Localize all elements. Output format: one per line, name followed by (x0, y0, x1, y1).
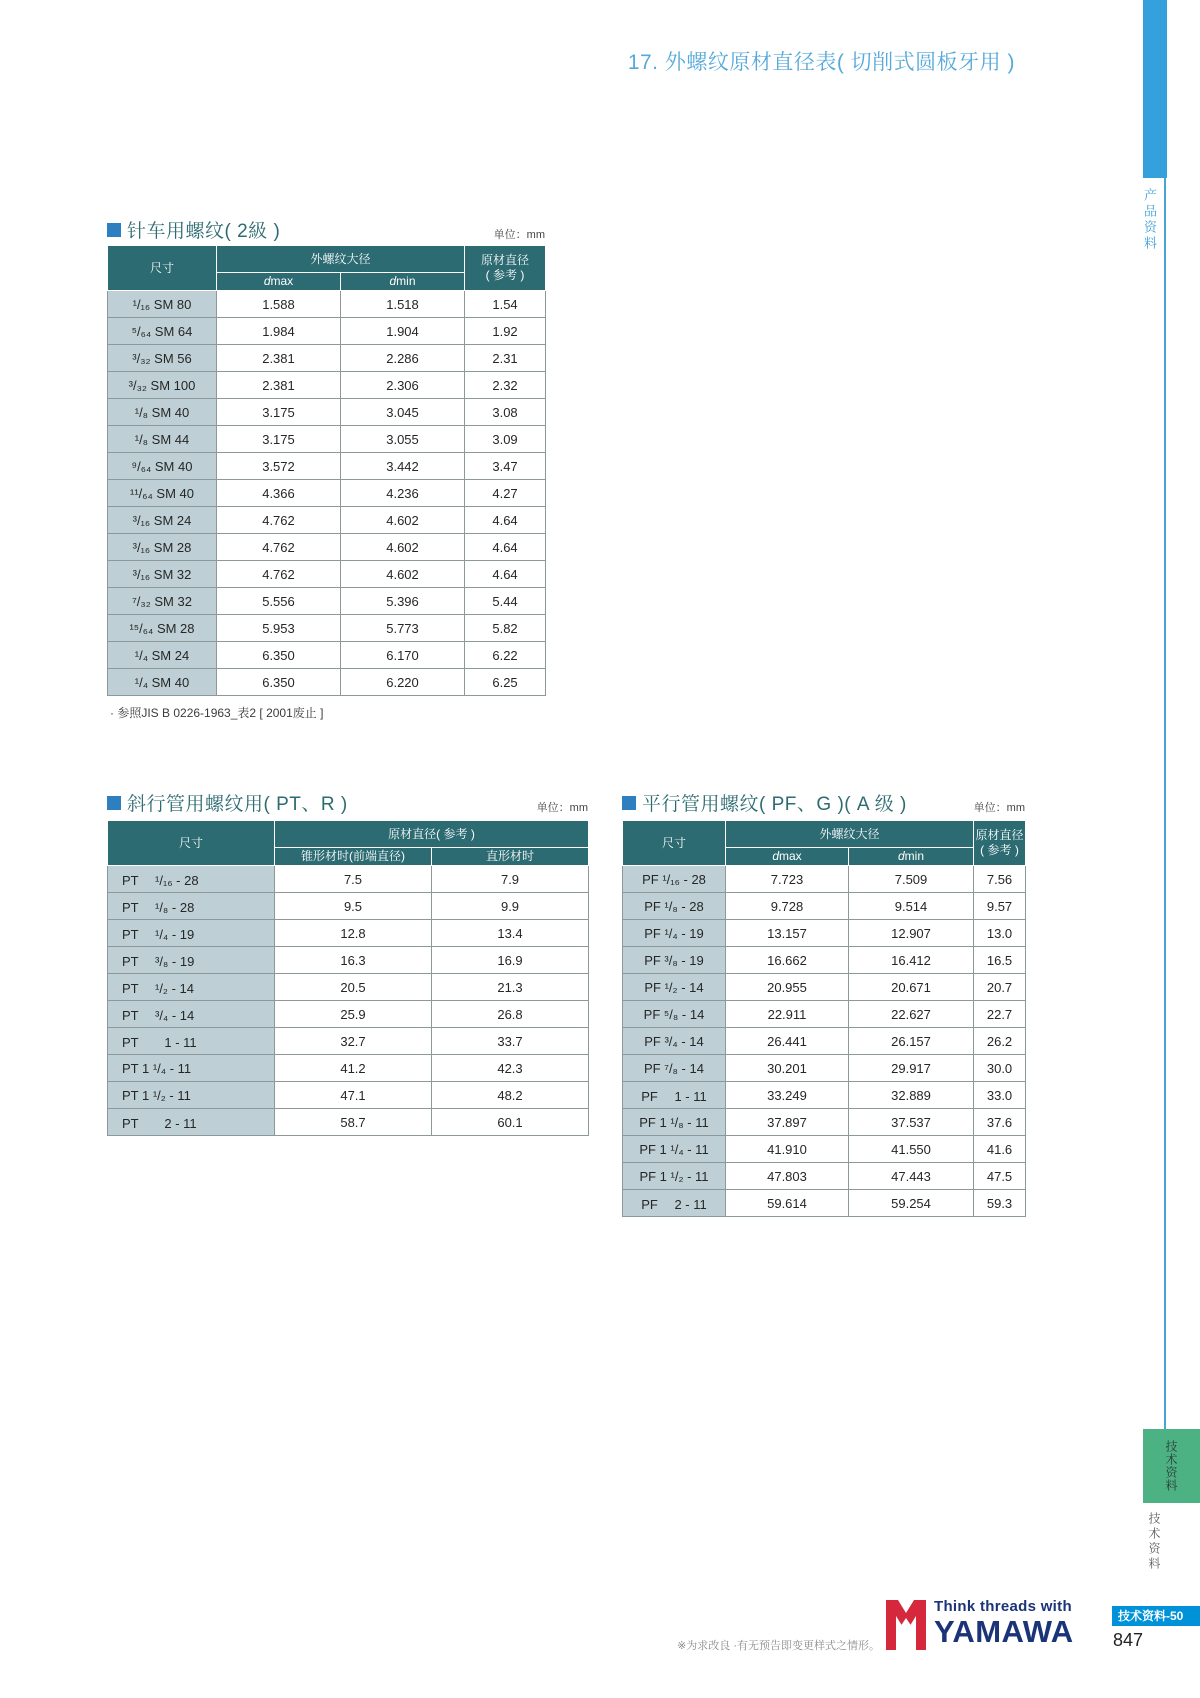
raw-diameter-cell: 26.2 (974, 1028, 1026, 1055)
dmax-cell: 7.723 (726, 866, 849, 893)
raw-diameter-cell: 5.82 (465, 615, 546, 642)
dmin-cell: 5.773 (341, 615, 465, 642)
min-label: min (904, 849, 925, 863)
size-cell: ⁷/₃₂ SM 32 (108, 588, 217, 615)
size-cell: PF ¹/₂ - 14 (623, 974, 726, 1001)
table-row (108, 866, 589, 893)
sm-dmax-header (217, 273, 341, 291)
dmin-cell: 20.671 (849, 974, 974, 1001)
yamawa-m-mark-icon (884, 1599, 928, 1656)
straight-diameter-cell: 13.4 (432, 920, 589, 947)
dmax-cell: 37.897 (726, 1109, 849, 1136)
table-row (623, 974, 1026, 1001)
dmax-cell: 9.728 (726, 893, 849, 920)
size-cell: ¹/₄ SM 24 (108, 642, 217, 669)
table-row (108, 1028, 589, 1055)
dmax-cell: 20.955 (726, 974, 849, 1001)
raw-diameter-cell: 1.54 (465, 291, 546, 318)
dmax-cell: 4.762 (217, 507, 341, 534)
table-row (623, 1082, 1026, 1109)
dmin-cell: 22.627 (849, 1001, 974, 1028)
pf-col-raw-header (974, 821, 1026, 866)
size-cell: PF 1 ¹/₂ - 11 (623, 1163, 726, 1190)
table-row (108, 372, 546, 399)
dmax-cell: 5.556 (217, 588, 341, 615)
taper-diameter-cell: 47.1 (275, 1082, 432, 1109)
pf-col-raw-line2: ( 参考 ) (980, 843, 1019, 857)
max-label: max (779, 849, 802, 863)
dmax-cell: 47.803 (726, 1163, 849, 1190)
raw-diameter-cell: 4.64 (465, 507, 546, 534)
straight-diameter-cell: 21.3 (432, 974, 589, 1001)
dmin-cell: 4.236 (341, 480, 465, 507)
dmax-cell: 41.910 (726, 1136, 849, 1163)
straight-diameter-cell: 48.2 (432, 1082, 589, 1109)
table-row (108, 669, 546, 696)
table-row (623, 1109, 1026, 1136)
table-row (623, 1163, 1026, 1190)
dmin-cell: 2.286 (341, 345, 465, 372)
size-cell: ¹/₄ SM 40 (108, 669, 217, 696)
size-cell: PF 2 - 11 (623, 1190, 726, 1217)
table-row (623, 866, 1026, 893)
table-row (623, 947, 1026, 974)
pf-unit-label: 单位：mm (973, 802, 1025, 814)
table-row (108, 426, 546, 453)
size-cell: PT ¹/₈ - 28 (108, 893, 275, 920)
table-row (623, 893, 1026, 920)
raw-diameter-cell: 3.47 (465, 453, 546, 480)
straight-diameter-cell: 33.7 (432, 1028, 589, 1055)
dmin-cell: 2.306 (341, 372, 465, 399)
raw-diameter-cell: 3.09 (465, 426, 546, 453)
d-symbol: d (263, 274, 271, 288)
parallel-pipe-thread-table (622, 820, 1025, 1217)
table-row (108, 399, 546, 426)
size-cell: PT 1 - 11 (108, 1028, 275, 1055)
raw-diameter-cell: 6.25 (465, 669, 546, 696)
dmin-cell: 9.514 (849, 893, 974, 920)
raw-diameter-cell: 13.0 (974, 920, 1026, 947)
dmin-cell: 6.170 (341, 642, 465, 669)
table-row (623, 1055, 1026, 1082)
dmin-cell: 4.602 (341, 561, 465, 588)
taper-diameter-cell: 32.7 (275, 1028, 432, 1055)
taper-diameter-cell: 25.9 (275, 1001, 432, 1028)
size-cell: ³/₁₆ SM 24 (108, 507, 217, 534)
dmin-cell: 3.055 (341, 426, 465, 453)
table-row (623, 920, 1026, 947)
dmin-cell: 4.602 (341, 507, 465, 534)
raw-diameter-cell: 1.92 (465, 318, 546, 345)
dmin-cell: 59.254 (849, 1190, 974, 1217)
dmax-cell: 30.201 (726, 1055, 849, 1082)
dmin-cell: 1.904 (341, 318, 465, 345)
dmax-cell: 26.441 (726, 1028, 849, 1055)
sidebar-tech-data-label: 技术资料 (1147, 1512, 1161, 1572)
size-cell: PT ¹/₂ - 14 (108, 974, 275, 1001)
tech-data-tab (1143, 1429, 1200, 1503)
raw-diameter-cell: 2.31 (465, 345, 546, 372)
size-cell: ¹/₈ SM 44 (108, 426, 217, 453)
dmin-cell: 12.907 (849, 920, 974, 947)
dmax-cell: 1.588 (217, 291, 341, 318)
size-cell: PF ³/₄ - 14 (623, 1028, 726, 1055)
raw-diameter-cell: 30.0 (974, 1055, 1026, 1082)
sidebar-product-data-label: 产品资料 (1142, 188, 1157, 252)
pt-section-title-label: 斜行管用螺纹用( PT、R ) (127, 794, 348, 815)
raw-diameter-cell: 59.3 (974, 1190, 1026, 1217)
dmin-cell: 1.518 (341, 291, 465, 318)
taper-diameter-cell: 7.5 (275, 866, 432, 893)
pt-col-raw-header: 原材直径( 参考 ) (275, 821, 589, 848)
size-cell: PT ³/₄ - 14 (108, 1001, 275, 1028)
dmin-cell: 37.537 (849, 1109, 974, 1136)
dmax-cell: 33.249 (726, 1082, 849, 1109)
size-cell: PF ³/₈ - 19 (623, 947, 726, 974)
dmax-cell: 59.614 (726, 1190, 849, 1217)
table-row (108, 345, 546, 372)
raw-diameter-cell: 20.7 (974, 974, 1026, 1001)
pf-dmax-header (726, 848, 849, 866)
size-cell: PF 1 ¹/₄ - 11 (623, 1136, 726, 1163)
table-row (623, 1028, 1026, 1055)
page-number: 847 (1113, 1630, 1144, 1650)
raw-diameter-cell: 37.6 (974, 1109, 1026, 1136)
table-row (108, 974, 589, 1001)
dmax-cell: 2.381 (217, 372, 341, 399)
max-label: max (270, 274, 294, 288)
dmin-cell: 6.220 (341, 669, 465, 696)
yamawa-logo (884, 1599, 1074, 1656)
table-row (108, 534, 546, 561)
taper-diameter-cell: 9.5 (275, 893, 432, 920)
dmax-cell: 16.662 (726, 947, 849, 974)
size-cell: PT ³/₈ - 19 (108, 947, 275, 974)
d-symbol: d (897, 849, 905, 863)
size-cell: ¹¹/₆₄ SM 40 (108, 480, 217, 507)
size-cell: PT 1 ¹/₄ - 11 (108, 1055, 275, 1082)
dmin-cell: 29.917 (849, 1055, 974, 1082)
size-cell: ³/₃₂ SM 100 (108, 372, 217, 399)
dmin-cell: 41.550 (849, 1136, 974, 1163)
dmax-cell: 4.366 (217, 480, 341, 507)
raw-diameter-cell: 3.08 (465, 399, 546, 426)
brand-wordmark: YAMAWA (934, 1614, 1074, 1649)
pf-col-raw-line1: 原材直径 (975, 828, 1024, 842)
table-row (108, 561, 546, 588)
pf-section-title-label: 平行管用螺纹( PF、G )( A 级 ) (642, 794, 907, 815)
sm-col-raw-header (465, 246, 546, 291)
dmin-cell: 32.889 (849, 1082, 974, 1109)
pf-dmin-header (849, 848, 974, 866)
product-data-tab-bar (1143, 0, 1167, 178)
straight-diameter-cell: 9.9 (432, 893, 589, 920)
table-row (108, 453, 546, 480)
size-cell: ¹/₁₆ SM 80 (108, 291, 217, 318)
dmin-cell: 7.509 (849, 866, 974, 893)
dmax-cell: 1.984 (217, 318, 341, 345)
disclaimer-note: ※为求改良 ·有无预告即变更样式之情形。 (677, 1640, 880, 1652)
table-row (108, 291, 546, 318)
taper-pipe-thread-table (107, 820, 588, 1136)
sm-col-raw-line2: ( 参考 ) (485, 268, 525, 282)
table-row (108, 1109, 589, 1136)
dmax-cell: 6.350 (217, 669, 341, 696)
taper-diameter-cell: 41.2 (275, 1055, 432, 1082)
dmax-cell: 22.911 (726, 1001, 849, 1028)
sm-col-raw-line1: 原材直径 (481, 253, 530, 267)
table-row (108, 1001, 589, 1028)
sm-col-size-header: 尺寸 (108, 246, 217, 291)
pt-table-body (108, 866, 589, 1136)
taper-diameter-cell: 58.7 (275, 1109, 432, 1136)
pt-col-size-header: 尺寸 (108, 821, 275, 866)
pf-col-major-header: 外螺纹大径 (726, 821, 974, 848)
raw-diameter-cell: 9.57 (974, 893, 1026, 920)
table-row (108, 920, 589, 947)
raw-diameter-cell: 41.6 (974, 1136, 1026, 1163)
sm-col-major-header: 外螺纹大径 (217, 246, 465, 273)
raw-diameter-cell: 33.0 (974, 1082, 1026, 1109)
raw-diameter-cell: 5.44 (465, 588, 546, 615)
size-cell: PF ¹/₈ - 28 (623, 893, 726, 920)
size-cell: ¹⁵/₆₄ SM 28 (108, 615, 217, 642)
size-cell: ³/₁₆ SM 28 (108, 534, 217, 561)
straight-diameter-cell: 60.1 (432, 1109, 589, 1136)
table-row (108, 318, 546, 345)
size-cell: PT 2 - 11 (108, 1109, 275, 1136)
sidebar-vertical-rule (1164, 178, 1166, 1429)
taper-diameter-cell: 12.8 (275, 920, 432, 947)
size-cell: ³/₃₂ SM 56 (108, 345, 217, 372)
dmin-cell: 5.396 (341, 588, 465, 615)
size-cell: PT 1 ¹/₂ - 11 (108, 1082, 275, 1109)
sm-section-title-label: 针车用螺纹( 2級 ) (127, 221, 281, 242)
raw-diameter-cell: 7.56 (974, 866, 1026, 893)
min-label: min (396, 274, 416, 288)
raw-diameter-cell: 47.5 (974, 1163, 1026, 1190)
size-cell: PF ⁷/₈ - 14 (623, 1055, 726, 1082)
size-cell: PT ¹/₁₆ - 28 (108, 866, 275, 893)
table-row (108, 1082, 589, 1109)
taper-diameter-cell: 20.5 (275, 974, 432, 1001)
raw-diameter-cell: 4.64 (465, 534, 546, 561)
dmax-cell: 2.381 (217, 345, 341, 372)
yamawa-logo-text (934, 1599, 1074, 1647)
raw-diameter-cell: 16.5 (974, 947, 1026, 974)
pt-unit-label: 单位：mm (536, 802, 588, 814)
dmax-cell: 3.175 (217, 399, 341, 426)
raw-diameter-cell: 4.27 (465, 480, 546, 507)
table-row (108, 507, 546, 534)
raw-diameter-cell: 2.32 (465, 372, 546, 399)
d-symbol: d (389, 274, 397, 288)
dmin-cell: 16.412 (849, 947, 974, 974)
dmin-cell: 26.157 (849, 1028, 974, 1055)
straight-diameter-cell: 16.9 (432, 947, 589, 974)
dmax-cell: 5.953 (217, 615, 341, 642)
sm-table-footnote: · 参照JIS B 0226-1963_表2 [ 2001废止 ] (110, 706, 324, 720)
straight-diameter-cell: 42.3 (432, 1055, 589, 1082)
table-row (108, 642, 546, 669)
brand-tagline: Think threads with (934, 1598, 1072, 1615)
dmax-cell: 3.572 (217, 453, 341, 480)
raw-diameter-cell: 4.64 (465, 561, 546, 588)
size-cell: PF ¹/₄ - 19 (623, 920, 726, 947)
taper-diameter-cell: 16.3 (275, 947, 432, 974)
size-cell: PF ⁵/₈ - 14 (623, 1001, 726, 1028)
d-symbol: d (772, 849, 779, 863)
size-cell: PF 1 ¹/₈ - 11 (623, 1109, 726, 1136)
size-cell: ⁹/₆₄ SM 40 (108, 453, 217, 480)
table-row (108, 615, 546, 642)
page-title: 17. 外螺纹原材直径表( 切削式圆板牙用 ) (627, 51, 1015, 74)
dmax-cell: 4.762 (217, 561, 341, 588)
tech-data-tab-label: 技术资料 (1164, 1440, 1178, 1492)
table-row (108, 1055, 589, 1082)
raw-diameter-cell: 6.22 (465, 642, 546, 669)
size-cell: ³/₁₆ SM 32 (108, 561, 217, 588)
dmin-cell: 47.443 (849, 1163, 974, 1190)
pt-col-straight-header: 直形材时 (432, 848, 589, 866)
size-cell: ¹/₈ SM 40 (108, 399, 217, 426)
dmax-cell: 6.350 (217, 642, 341, 669)
dmax-cell: 4.762 (217, 534, 341, 561)
tech-data-page-badge: 技术资料-50 (1112, 1606, 1200, 1626)
table-row (623, 1190, 1026, 1217)
table-row (108, 588, 546, 615)
dmin-cell: 4.602 (341, 534, 465, 561)
sm-unit-label: 单位：mm (493, 229, 545, 241)
pt-col-taper-header: 锥形材时(前端直径) (275, 848, 432, 866)
table-row (108, 893, 589, 920)
straight-diameter-cell: 26.8 (432, 1001, 589, 1028)
raw-diameter-cell: 22.7 (974, 1001, 1026, 1028)
dmin-cell: 3.045 (341, 399, 465, 426)
table-row (623, 1001, 1026, 1028)
size-cell: PF 1 - 11 (623, 1082, 726, 1109)
size-cell: PT ¹/₄ - 19 (108, 920, 275, 947)
size-cell: ⁵/₆₄ SM 64 (108, 318, 217, 345)
pf-table-body (623, 866, 1026, 1217)
sm-table-body (108, 291, 546, 696)
straight-diameter-cell: 7.9 (432, 866, 589, 893)
table-row (623, 1136, 1026, 1163)
sm-dmin-header (341, 273, 465, 291)
dmax-cell: 3.175 (217, 426, 341, 453)
table-row (108, 480, 546, 507)
pf-col-size-header: 尺寸 (623, 821, 726, 866)
sewing-thread-table (107, 245, 545, 696)
dmax-cell: 13.157 (726, 920, 849, 947)
table-row (108, 947, 589, 974)
size-cell: PF ¹/₁₆ - 28 (623, 866, 726, 893)
dmin-cell: 3.442 (341, 453, 465, 480)
